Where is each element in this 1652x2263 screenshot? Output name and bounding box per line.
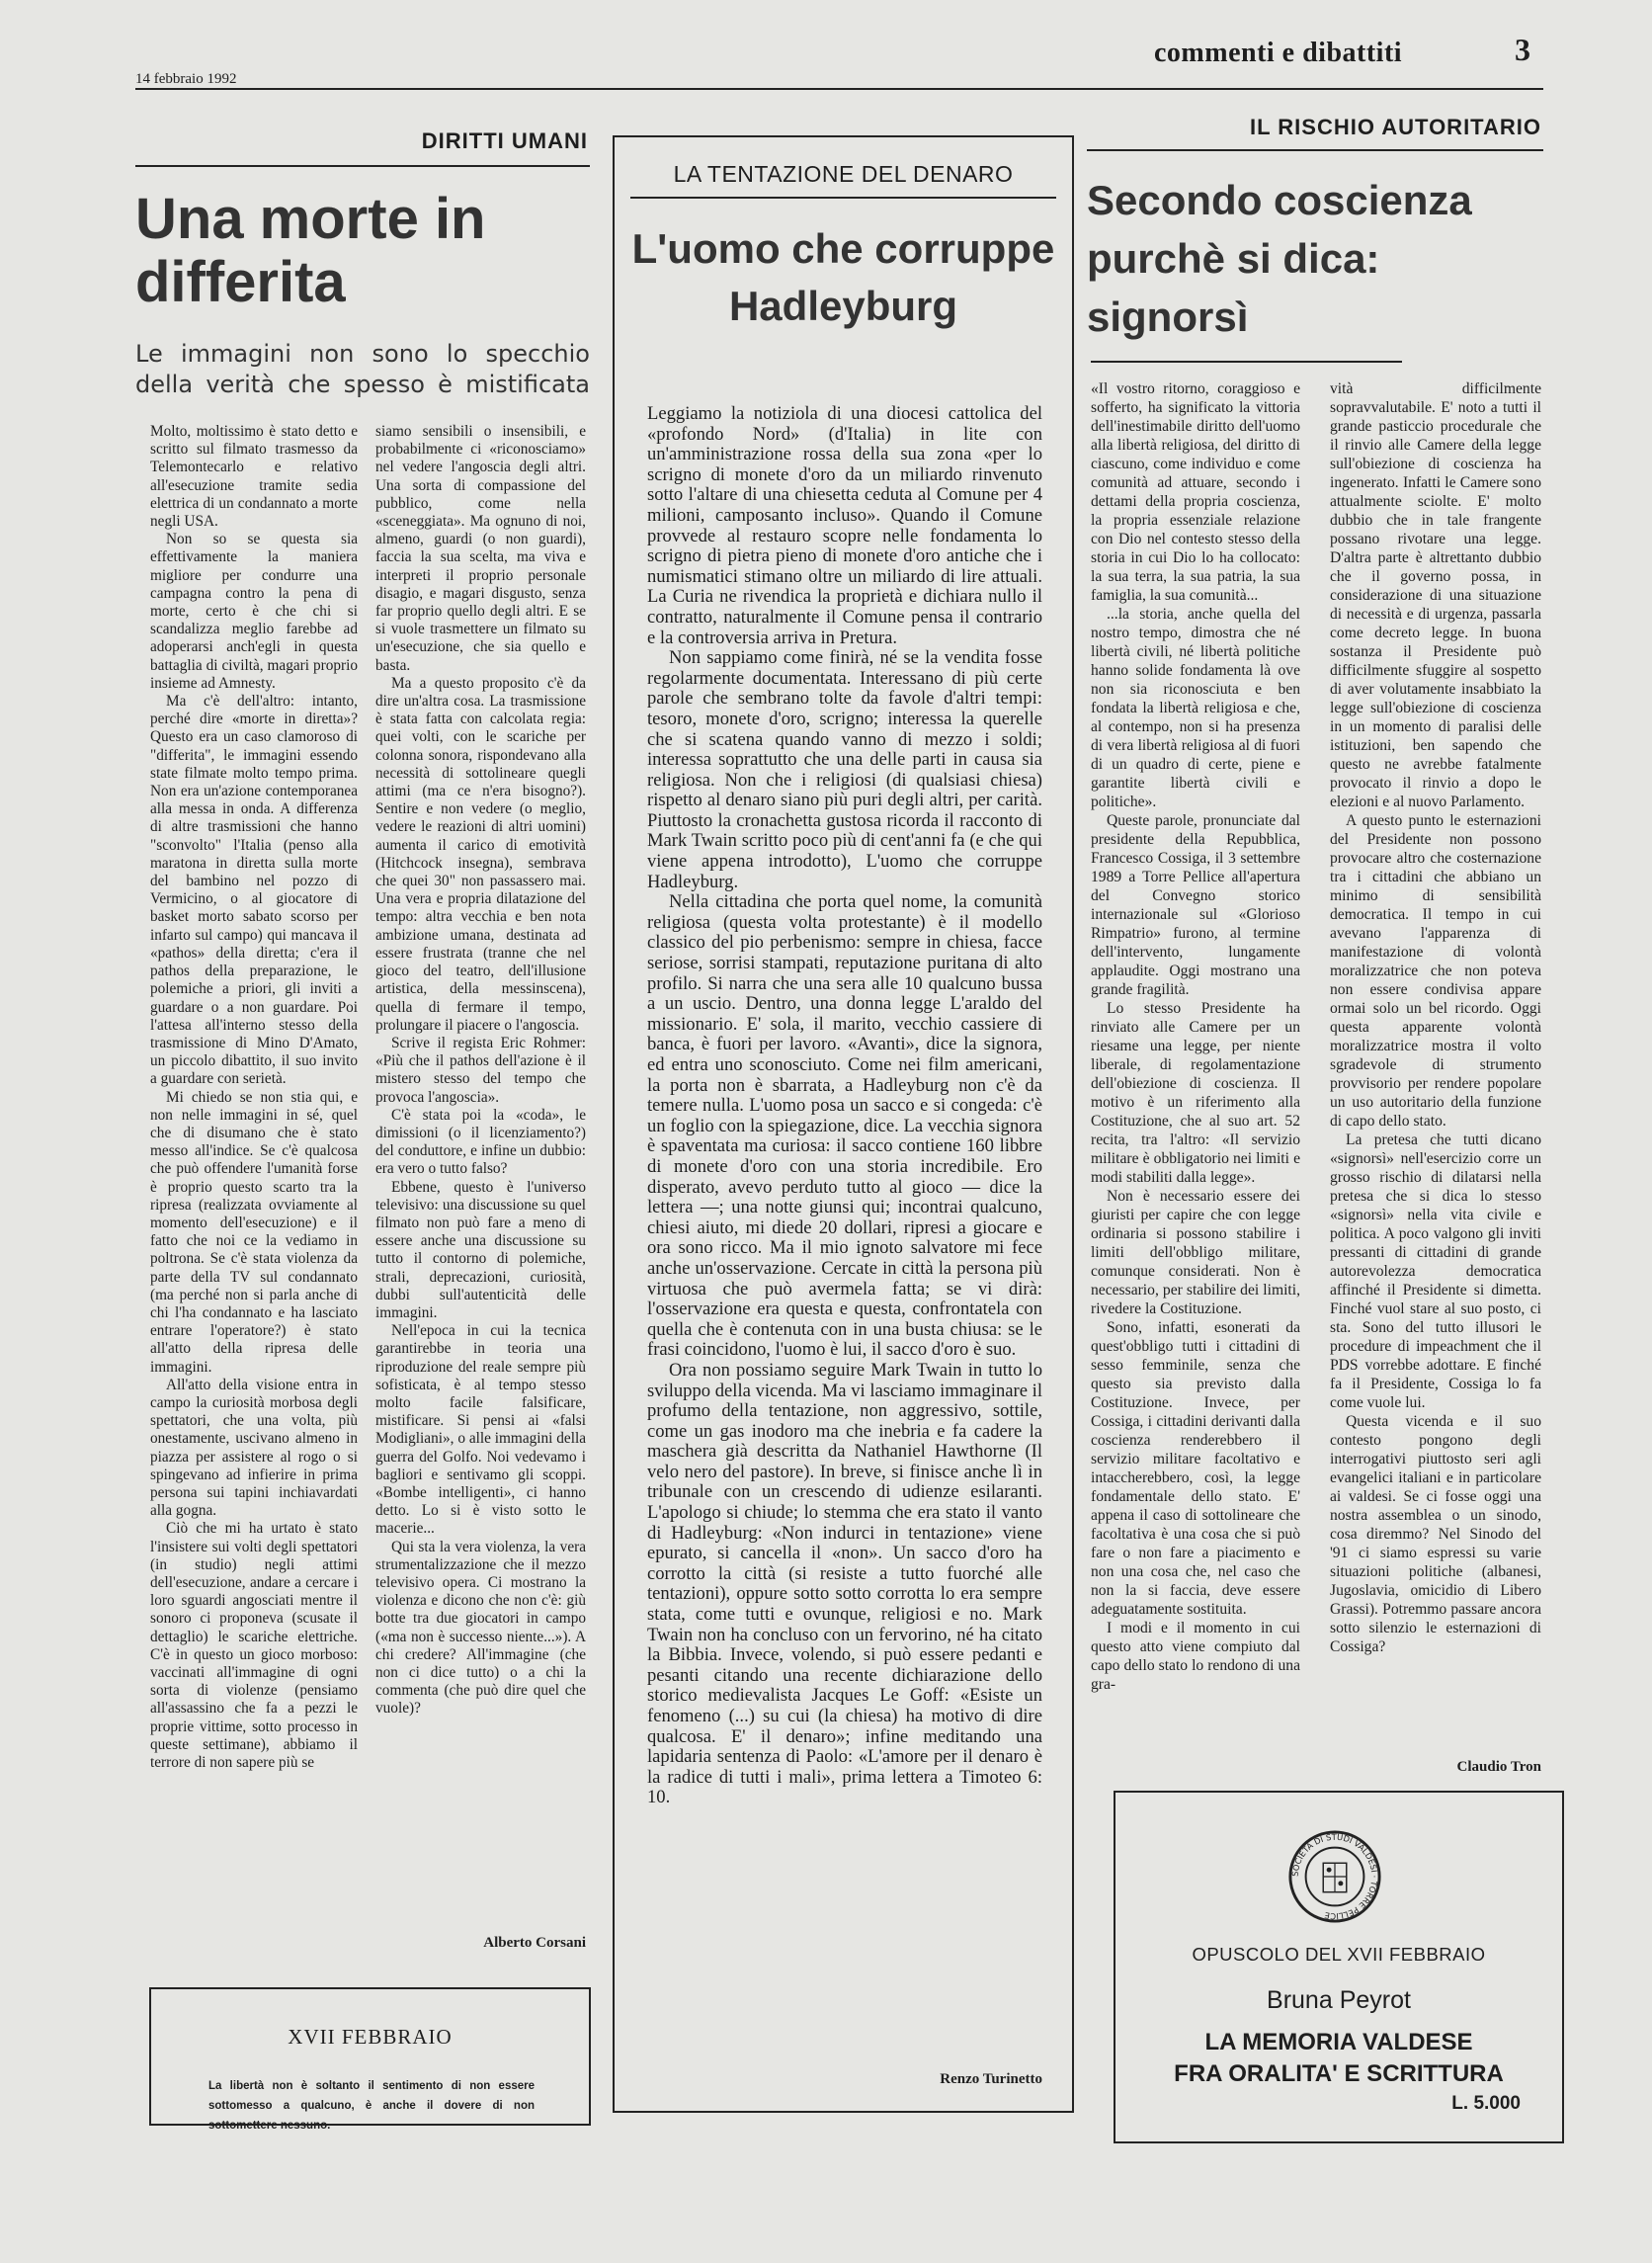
paragraph: «Il vostro ritorno, coraggioso e sofferto, ha significato la vittoria dell'inestimabile diritto dell'uomo alla libertà religiosa, del diritto di ciascuno, come individuo e come comunità ad attuare, secondo i dettami della propria coscienza, la propria essenziale relazione con Dio nel contesto stesso della storia in cui Dio lo ha collocato: la sua terra, la sua patria, la sua famiglia, la sua comunità... xyxy=(1091,380,1300,604)
paragraph: Non è necessario essere dei giuristi per capire che con legge ordinaria si possono stabilire i limiti dell'obbligo militare, comunque considerati. Non è necessario, per stabilire dei limiti, rivedere la Costituzione. xyxy=(1091,1188,1300,1317)
paragraph: Ma c'è dell'altro: intanto, perché dire «morte in diretta»? Questo era un caso clamoroso di "differita", le immagini essendo state filmate molto tempo prima. Non era un'azione contemporanea alla messa in onda. A differenza di altre trasmissioni che hanno "sconvolto" l'Italia (penso alla maratona in diretta sulla morte del bambino nel pozzo di Vermicino, o al giocatore di basket morto sabato scorso per infarto sul campo) qui mancava il «pathos» della diretta; c'era il pathos della preparazione, le polemiche a priori, gli inviti a guardare o a non guardare. Poi l'attesa all'interno stesso della trasmissione di Mino D'Amato, un piccolo dibattito, il suo invito a guardare con serietà. xyxy=(150,693,358,1088)
ad-book-title xyxy=(1115,2027,1562,2090)
left-article-column-1 xyxy=(150,423,358,1772)
left-headline: Una morte in differita xyxy=(135,187,486,314)
paragraph: Scrive il regista Eric Rohmer: «Più che il pathos dell'azione è il mistero stesso del tempo che provoca l'angoscia». xyxy=(375,1034,586,1106)
right-article-column-1 xyxy=(1091,379,1300,1694)
ad-title-line-2: FRA ORALITA' E SCRITTURA xyxy=(1174,2060,1504,2087)
middle-article-box xyxy=(613,135,1074,2113)
left-author: Alberto Corsani xyxy=(483,1935,586,1951)
paragraph: Leggiamo la notiziola di una diocesi cattolica del «profondo Nord» (d'Italia) in lite con un'amministrazione rossa della sua zona «per lo scrigno di monete d'oro da un miliardo rinvenuto sotto l'altare di una chiesetta ceduta al Comune per 4 milioni, camposanto incluso». Quando il Comune provvede al restauro scopre nelle fondamenta lo scrigno di pietra pieno di monete d'oro antiche che i numismatici stimano oltre un miliardo di lire attuali. La Curia ne rivendica la proprietà e dichiara nullo il contratto, naturalmente il Comune pensa il contrario e la controversia arriva in Pretura. xyxy=(647,403,1042,648)
middle-kicker-rule xyxy=(630,197,1056,199)
paragraph: La pretesa che tutti dicano «signorsì» nell'esercizio corre un grosso rischio di dilatarsi nella pretesa che si dica lo stesso «signorsì» nella vita civile e politica. A poco valgono gli inviti pressanti di cittadini di grande autorevolezza democratica affinché il Presidente si dimetta. Finché vuol stare al suo posto, ci sta. Sono del tutto illusori le procedure di impeachment che il PDS vorrebbe adottare. E finché fa il Presidente, Cossiga lo fa come vuole lui. xyxy=(1330,1132,1541,1411)
left-subtitle: Le immagini non sono lo specchio della verità che spesso è mistificata xyxy=(135,340,590,398)
paragraph: Questa vicenda e il suo contesto pongono degli interrogativi piuttosto seri agli evangelici italiani e in particolare ai valdesi. Se ci fosse oggi una nostra assemblea o un sinodo, cosa diremmo? Nel Sinodo del '91 ci siamo espressi su varie situazioni politiche (albanesi, Jugoslavia, omicidio di Libero Grassi). Potremmo passare ancora sotto silenzio le esternazioni di Cossiga? xyxy=(1330,1413,1541,1655)
right-article-column-2 xyxy=(1330,379,1541,1656)
middle-article-body xyxy=(647,404,1042,1808)
paragraph: Lo stesso Presidente ha rinviato alle Camere per un riesame una legge, per niente liberale, di regolamentazione dell'obiezione di coscienza. Il motivo è un riferimento alla Costituzione, che al suo art. 52 recita, tra l'altro: «Il servizio militare è obbligatorio nei limiti e modi stabiliti dalla legge». xyxy=(1091,1000,1300,1186)
paragraph: Non so se questa sia effettivamente la maniera migliore per condurre una campagna contro la pena di morte, certo è che chi si scandalizza meglio farebbe ad adoperarsi anch'egli in questa battaglia di civiltà, magari proprio insieme ad Amnesty. xyxy=(150,531,358,692)
paragraph: Nell'epoca in cui la tecnica garantirebbe in teoria una riproduzione del reale sempre più sofisticata, è al tempo stesso molto facile falsificare, mistificare. Si pensi ai «falsi Modigliani», o alle immagini della guerra del Golfo. Noi vedevamo i bagliori e sentivamo gli scoppi. «Bombe intelligenti», ci hanno detto. Lo si è visto sotto le macerie... xyxy=(375,1322,586,1538)
middle-kicker: LA TENTAZIONE DEL DENARO xyxy=(673,161,1014,187)
quote-box-text: La libertà non è soltanto il sentimento di non essere sottomesso a qualcuno, è anche il dovere di non sottomettere nessuno. xyxy=(208,2080,535,2132)
paragraph: Queste parole, pronunciate dal presidente della Repubblica, Francesco Cossiga, il 3 settembre 1989 a Torre Pellice all'apertura del Convegno storico internazionale sul «Glorioso Rimpatrio» furono, al termine dell'intervento, lungamente applaudite. Oggi mostrano una grande fragilità. xyxy=(1091,812,1300,998)
paragraph: ...la storia, anche quella del nostro tempo, dimostra che né libertà civili, né libertà politiche hanno solide fondamenta là ove non sia riconosciuta e ben fondata la libertà religiosa e che, al contempo, non si ha presenza di vera libertà religiosa al di fuori di un quadro di certe, piene e garantite libertà civili e politiche». xyxy=(1091,606,1300,810)
paragraph: Molto, moltissimo è stato detto e scritto sul filmato trasmesso da Telemontecarlo e relativo all'esecuzione tramite sedia elettrica di un condannato a morte negli USA. xyxy=(150,423,358,531)
page-number: 3 xyxy=(1515,32,1530,67)
paragraph: I modi e il momento in cui questo atto viene compiuto dal capo dello stato lo rendono di una gra- xyxy=(1091,1620,1300,1693)
section-title: commenti e dibattiti xyxy=(1154,38,1403,68)
paragraph: vità difficilmente sopravvalutabile. E' noto a tutti il grande pasticcio procedurale che il rinvio alle Camere della legge sull'obiezione di coscienza ha ingenerato. Infatti le Camere sono attualmente sciolte. E' molto dubbio che in tale frangente possano rivotare una legge. D'altra parte è altrettanto dubbio che il governo possa, in considerazione di una situazione di necessità e di urgenza, passarla come decreto legge. In buona sostanza il Presidente può difficilmente sfuggire al sospetto di aver volutamente insabbiato la legge sull'obiezione di coscienza in un momento di paralisi delle istituzioni, ben sapendo che questo ne avrebbe fatalmente provocato il rinvio a dopo le elezioni e al nuovo Parlamento. xyxy=(1330,380,1541,810)
quote-box-title: XVII FEBBRAIO xyxy=(288,2025,453,2049)
right-headline-rule xyxy=(1091,361,1402,363)
paragraph: Nella cittadina che porta quel nome, la comunità religiosa (questa volta protestante) è il modello classico del pio perbenismo: sempre in chiesa, facce seriose, sorrisi stampati, reputazione puritana di alto profilo. Si narra che una sera alle 10 qualcuno bussa a un uscio. Dentro, una donna legge L'araldo del missionario. E' sola, il marito, vecchio cassiere di banca, è fuori per lavoro. «Avanti», dice la signora, ed entra uno sconosciuto. Come nei film americani, la porta non è sbarrata, a Hadleyburg non c'è da temere nulla. L'uomo posa un sacco e si congeda: c'è un foglio con la spiegazione, dice. La vecchia signora è spaventata ma curiosa: il sacco contiene 160 libbre di monete d'oro con una storia incredibile. Ero disperato, avevo perduto tutto al gioco — dice la lettera —; una notte giunsi qui; incontrai qualcuno, chiesi aiuto, mi diede 20 dollari, ripresi a giocare e ora sono ricco. Ma il mio ignoto salvatore mi fece anche un'osservazione. Cercate in città la persona più virtuosa che può avermela fatta; se vi dirà: l'osservazione era questa e questa, confrontatela con quella che è contenuta con in una busta chiusa: se le frasi coincidono, l'uomo è lui, il sacco d'oro è suo. xyxy=(647,891,1042,1361)
paragraph: Sono, infatti, esonerati da quest'obbligo tutti i cittadini di sesso femminile, senza che questo sia previsto dalla Costituzione. Invece, per Cossiga, i cittadini derivanti dalla coscienza renderebbero il servizio militare facoltativo e intaccherebbero, così, la legge fondamentale dello stato. E' appena il caso di sottolineare che facoltativa è una cosa che si può fare o non fare a piacimento e non una cosa che, nel caso che non la si faccia, deve essere adeguatamente sostituita. xyxy=(1091,1319,1300,1618)
paragraph: Non sappiamo come finirà, né se la vendita fosse regolarmente documentata. Interessano di più certe parole che sembrano tolte da favole d'altri tempi: tesoro, monete d'oro, scrigno; interessa la querelle che si scatena quando vanno di mezzo i soldi; interessa soprattutto che una delle parti in causa sia religiosa. Non che i religiosi (di qualsiasi chiesa) rispetto al denaro siano più puri degli altri, per carità. Piuttosto la cronachetta gustosa ricorda il racconto di Mark Twain scritto poco più di cent'anni fa (e che qui viene appena introdotto), L'uomo che corruppe Hadleyburg. xyxy=(647,647,1042,892)
paragraph: All'atto della visione entra in campo la curiosità morbosa degli spettatori, che una volta, più onestamente, uscivano almeno in piazza per assistere al rogo o si spingevano ad infierire in prima persona sui tapini inchiavardati alla gogna. xyxy=(150,1376,358,1520)
header-rule xyxy=(135,88,1543,90)
issue-date: 14 febbraio 1992 xyxy=(135,71,237,87)
paragraph: siamo sensibili o insensibili, e probabilmente ci «riconosciamo» nel vedere l'angoscia degli altri. Una sorta di compassione del pubblico, come nella «sceneggiata». Ma ognuno di noi, almeno, guardi (o non guardi), faccia la sua scelta, ma viva e interpreti il proprio personale disagio, e magari disgusto, senza far proprio quello degli altri. E se si vuole trasmettere un filmato su un'esecuzione, che sia quello e basta. xyxy=(375,423,586,674)
ad-author: Bruna Peyrot xyxy=(1267,1986,1411,2014)
book-ad-box xyxy=(1114,1791,1564,2143)
paragraph: Ma a questo proposito c'è da dire un'altra cosa. La trasmissione è stata fatta con calcolata regia: quei volti, con le scariche per colonna sonora, rispondevano alla necessità di sottolineare quegli attimi (ma ce n'era bisogno?). Sentire e non vedere (o meglio, vedere le reazioni di altri uomini) aumenta il carico di emotività (Hitchcock insegna), sembrava che quei 30" non passassero mai. Una vera e propria dilatazione del tempo: altra vecchia e ben nota ambizione umana, destinata ad essere frustrata (tranne che nel gioco del teatro, dell'illusione artistica, della messinscena), quella di fermare il tempo, prolungare il piacere o l'angoscia. xyxy=(375,674,586,1034)
paragraph: Ciò che mi ha urtato è stato l'insistere sui volti degli spettatori (in studio) negli attimi dell'esecuzione, andare a cercare i loro sguardi angosciati mentre il sonoro ci proponeva (scusate il dettaglio) le scariche elettriche. C'è in questo un gioco morboso: vaccinati all'immagine di ogni sorta di violenze (pensiamo all'assassino che fa a pezzi le proprie vittime, sotto processo in queste settimane), abbiamo il terrore di non sapere più se xyxy=(150,1520,358,1772)
ad-title-line-1: LA MEMORIA VALDESE xyxy=(1204,2029,1473,2055)
left-kicker: DIRITTI UMANI xyxy=(421,128,588,153)
paragraph: A questo punto le esternazioni del Presidente non possono provocare altro che costernazione tra i cittadini che abbiano un minimo di sensibilità democratica. Il tempo in cui avevano l'apparenza di manifestazione di volontà moralizzatrice che non poteva non essere condivisa appare ormai solo un bel ricordo. Oggi questa apparente volontà moralizzatrice mostra il volto sgradevole di strumento provvisorio per rendere popolare un uso autoritario della funzione di capo dello stato. xyxy=(1330,812,1541,1130)
quote-box xyxy=(149,1987,591,2132)
right-kicker: IL RISCHIO AUTORITARIO xyxy=(1250,115,1541,139)
middle-author: Renzo Turinetto xyxy=(940,2071,1042,2087)
paragraph: Ora non possiamo seguire Mark Twain in tutto lo sviluppo della vicenda. Ma vi lasciamo immaginare il profumo della tentazione, non aggressivo, sottile, come un gas inodoro ma che inebria e fa cadere la maschera già descritta da Nathaniel Hawthorne (Il velo nero del pastore). In breve, si finisce anche lì in tribunale con un crescendo di udienze esilaranti. L'apologo si chiude; lo stemma che era stato il vanto di Hadleyburg: «Non indurci in tentazione» viene epurato, si cancella il «non». Un sacco d'oro ha corrotto la città (si resiste a tutto fuorché alle tentazioni), oppure sotto sotto corrotta lo era sempre stata, come tutti e ovunque, religiosi e no. Mark Twain non ha concluso con un fervorino, né ha citato la Bibbia. Invece, volendo, si può essere pedanti e pesanti citando una recente dichiarazione dello storico medievalista Jacques Le Goff: «Esiste un fenomeno (...) su cui (la chiesa) ha motivo di dire qualcosa. E' il denaro»; infine meditando una lapidaria sentenza di Paolo: «L'amore per il denaro è la radice di tutti i mali», prima lettera a Timoteo 6: 10. xyxy=(647,1359,1042,1808)
society-seal-logo xyxy=(1286,1828,1383,1925)
middle-headline: L'uomo che corruppe Hadleyburg xyxy=(631,225,1055,329)
paragraph: Mi chiedo se non stia qui, e non nelle immagini in sé, quel che di disumano che è stato messo all'indice. Se c'è qualcosa che può offendere l'umanità forse è proprio questo scarto tra la ripresa (realizzata ovviamente al momento dell'esecuzione) e il fatto che noi ce la vediamo in poltrona. Se c'è stata violenza da parte della TV sul condannato (ma perché non si parla anche di chi l'ha condannato e ha lasciato entrare l'operatore?) è stato all'atto della ripresa delle immagini. xyxy=(150,1088,358,1376)
seal-lettering: SOCIETÀ DI STUDI VALDESI · TORRE PELLICE xyxy=(1289,1831,1380,1922)
ad-kicker: OPUSCOLO DEL XVII FEBBRAIO xyxy=(1192,1944,1486,1965)
paragraph: Qui sta la vera violenza, la vera strumentalizzazione che il mezzo televisivo opera. Ci mostrano la violenza e dicono che non c'è: giù botte tra due giocatori in campo («ma non è successo niente...»). A chi credere? All'immagine (che non ci dice tutto) o a chi la commenta (che può dire quel che vuole)? xyxy=(375,1538,586,1718)
left-article-column-2 xyxy=(375,423,586,1718)
ad-price: L. 5.000 xyxy=(1451,2093,1521,2114)
paragraph: Ebbene, questo è l'universo televisivo: una discussione su quel filmato non può fare a meno di essere anche una discussione su tutto il contorno di polemiche, strali, deprecazioni, curiosità, dubbi sull'autenticità delle immagini. xyxy=(375,1178,586,1321)
right-author: Claudio Tron xyxy=(1456,1759,1541,1775)
paragraph: C'è stata poi la «coda», le dimissioni (o il licenziamento?) del conduttore, e infine un dubbio: era vero o tutto falso? xyxy=(375,1106,586,1178)
right-headline: Secondo coscienza purchè si dica: signorsì xyxy=(1087,177,1472,340)
right-kicker-rule xyxy=(1087,149,1543,151)
left-kicker-rule xyxy=(135,165,590,167)
